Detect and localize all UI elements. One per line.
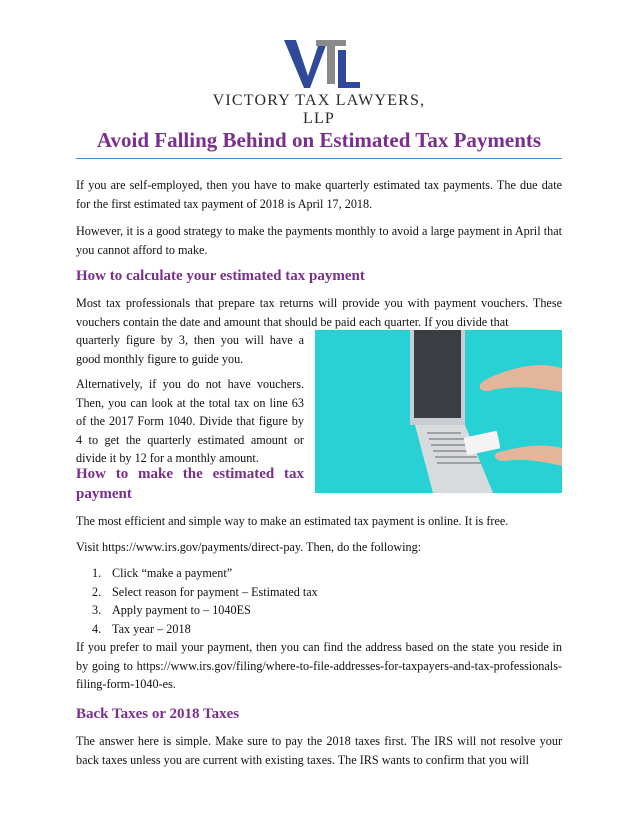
intro-paragraph-1: If you are self-employed, then you have to make quarterly estimated tax payments. The due date for the first estimated tax payment of 2018 is April 17, 2018. [76, 178, 562, 211]
mail-paragraph: If you prefer to mail your payment, then you can find the address based on the state you reside in by going to https://www.irs.gov/filing/where-to-file-addresses-for-taxpayers-and-tax-professionals-filing-form-1040-es. [76, 640, 562, 691]
heading-make-payment: How to make the estimated tax payment [76, 466, 304, 502]
laptop-photo-icon [315, 330, 562, 493]
alternative-paragraph: Alternatively, if you do not have vouchers. Then, you can look at the total tax on line 63 of the 2017 Form 1040. Divide that figure by 4 to get the quarterly estimated amount or divide it by 12 for a monthly amount. [76, 377, 304, 465]
online-paragraph: The most efficient and simple way to make an estimated tax payment is online. It is free. [76, 514, 509, 528]
title-divider [76, 158, 562, 159]
visit-paragraph: Visit https://www.irs.gov/payments/direct-pay. Then, do the following: [76, 540, 422, 554]
vtl-logo-icon [282, 36, 362, 96]
page-title: Avoid Falling Behind on Estimated Tax Payments [96, 128, 542, 152]
firm-name: VICTORY TAX LAWYERS, LLP [212, 92, 426, 127]
list-item: 1. Click “make a payment” [92, 566, 233, 580]
heading-calculate: How to calculate your estimated tax payment [76, 268, 365, 284]
firm-logo [212, 36, 426, 127]
payment-steps [76, 564, 556, 638]
list-item: 3. Apply payment to – 1040ES [92, 603, 251, 617]
calc-paragraph-cont: quarterly figure by 3, then you will have a good monthly figure to guide you. [76, 333, 304, 366]
back-taxes-paragraph: The answer here is simple. Make sure to pay the 2018 taxes first. The IRS will not resolve your back taxes unless you are current with existing taxes. The IRS wants to confirm that you will [76, 734, 562, 767]
calc-paragraph: Most tax professionals that prepare tax returns will provide you with payment vouchers. These vouchers contain the date and amount that should be paid each quarter. If you divide that [76, 296, 562, 329]
list-item: 4. Tax year – 2018 [92, 621, 191, 636]
heading-back-taxes: Back Taxes or 2018 Taxes [76, 706, 240, 722]
list-item: 2. Select reason for payment – Estimated tax [92, 584, 318, 599]
laptop-photo [315, 330, 562, 493]
intro-paragraph-2: However, it is a good strategy to make the payments monthly to avoid a large payment in April that you cannot afford to make. [76, 224, 562, 257]
